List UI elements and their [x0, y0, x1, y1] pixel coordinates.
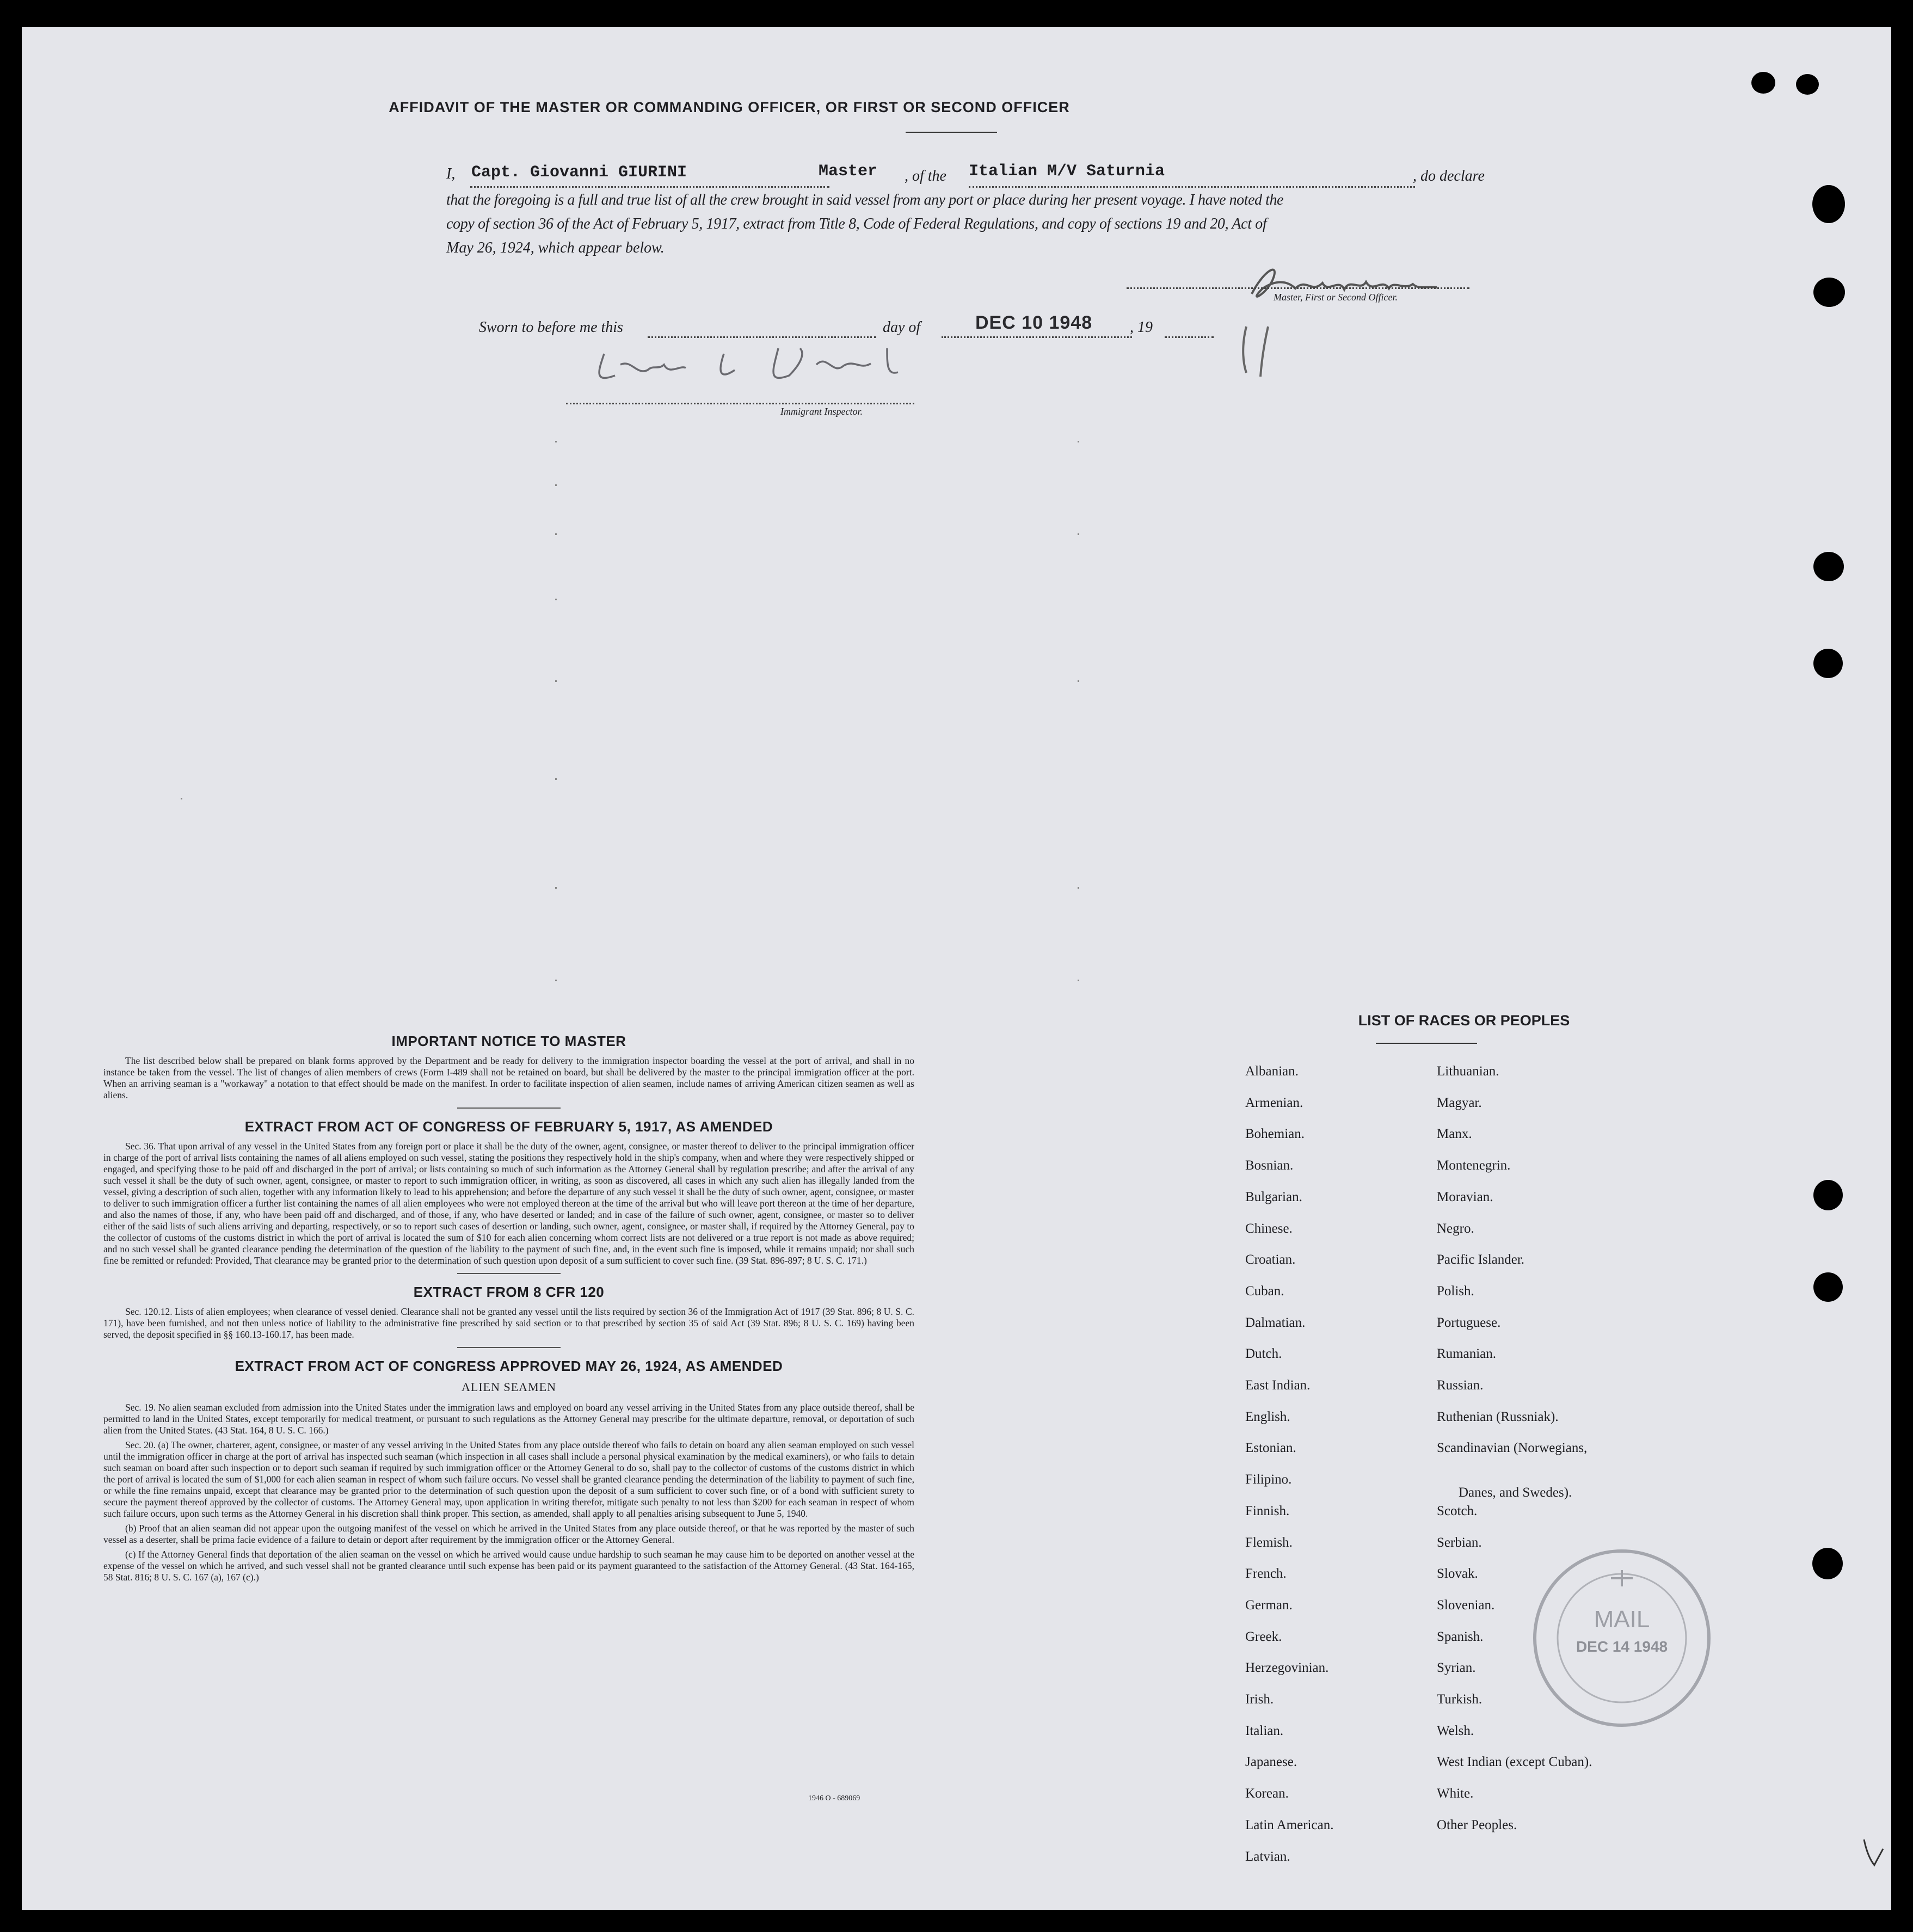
- day-of-label: day of: [883, 319, 921, 336]
- inspector-signature: [582, 332, 920, 397]
- race-item: Croatian.: [1245, 1252, 1296, 1267]
- race-item: Slovenian.: [1437, 1598, 1495, 1613]
- punch-hole: [1813, 649, 1843, 678]
- race-item: Korean.: [1245, 1786, 1289, 1801]
- year-label: , 19: [1130, 319, 1153, 336]
- race-item: Filipino.: [1245, 1472, 1292, 1487]
- sworn-month-line: [942, 336, 1132, 338]
- race-item: Italian.: [1245, 1724, 1284, 1738]
- race-item: East Indian.: [1245, 1378, 1311, 1393]
- race-item: Moravian.: [1437, 1190, 1493, 1204]
- master-rank: Master: [819, 162, 878, 181]
- race-item: Chinese.: [1245, 1221, 1293, 1236]
- vessel-fill-line: [969, 186, 1415, 188]
- races-title-divider: [1376, 1043, 1477, 1044]
- extract-1917-text: Sec. 36. That upon arrival of any vessel in the United States from any foreign port or place it shall be the duty of the owner, agent, consignee, or master thereof to deliver to the principal immigration officer in charge of the port of arrival lists containing the names of all aliens employed on such vessel, stating the positions they respectively hold in the ship's company, when and where they were respectively shipped or engaged, and specifying those to be paid off and discharged in the port of arrival; or lists containing so much of such information as the Attorney General shall by regulation prescribe; and after the arrival of any such vessel it shall be the duty of such owner, agent, consignee, or master to report to such immigration officer, in writing, as soon as discovered, all cases in which any such alien has illegally landed from the vessel, giving a description of such alien, together with any information likely to lead to his apprehension; and before the departure of any such vessel it shall be the duty of such owner, agent, consignee, or master to deliver to such immigration officer a further list containing the names of all alien employees who were not employed thereon at the time of the arrival but who will leave port thereon at the time of her departure, and also the names of those, if any, who have been paid off and discharged, and of those, if any, who have deserted or landed; and in case of the failure of such owner, agent, consignee, or master so to deliver either of the said lists of such aliens arriving and departing, respectively, or so to report such cases of desertion or landing, such owner, agent, consignee, or master shall, if required by the Attorney General, pay to the collector of customs of the customs district in which the port of arrival is located the sum of $10 for each alien concerning whom correct lists are not delivered or a true report is not made as above required; and no such vessel shall be granted clearance pending the determination of the question of the liability to the payment of such fine, and, in the event such fine is imposed, while it remains unpaid; nor shall such fine be remitted or refunded: Provided, That clearance may be granted prior to the determination of such question upon deposit of a sum sufficient to cover such fine. (39 Stat. 896-897; 8 U. S. C. 171.): [103, 1141, 914, 1266]
- sec-20a-text: Sec. 20. (a) The owner, charterer, agent, consignee, or master of any vessel arriving in the United States from any place outside thereof who fails to detain on board any alien seaman employed on such vessel until the immigration officer in charge at the port of arrival has inspected such seaman (which inspection in all cases shall include a personal physical examination by the medical examiners), or who fails to detain such seaman on board after such inspection or to deport such seaman if required by such immigration officer or the Attorney General to do so, shall pay to the collector of customs of the customs district in which the port of arrival is located the sum of $1,000 for each alien seaman in respect of whom such failure occurs. No vessel shall be granted clearance pending the determination of the liability to payment of such fine, or while the fine remains unpaid, except that clearance may be granted prior to the determination of such question upon the deposit of a sum sufficient to cover such fine, or of a bond with sufficient surety to secure the payment thereof approved by the collector of customs. The Attorney General may, upon application in writing therefor, mitigate such penalty to not less than $200 for each seaman in respect of whom such failure occurs, upon such terms as the Attorney General in his discretion shall think proper. This section, as amended, shall apply to all penalties arising subsequent to June 5, 1940.: [103, 1439, 914, 1519]
- legal-text-column: [103, 1023, 914, 1586]
- postmark-date: DEC 14 1948: [1576, 1638, 1668, 1655]
- race-item: West Indian (except Cuban).: [1437, 1755, 1592, 1769]
- race-item: Bulgarian.: [1245, 1190, 1302, 1204]
- race-item: Cuban.: [1245, 1284, 1284, 1299]
- officer-caption: Master, First or Second Officer.: [1274, 292, 1398, 303]
- race-item: Latin American.: [1245, 1818, 1334, 1832]
- master-signature: [1230, 256, 1459, 381]
- mail-postmark-stamp: [1529, 1546, 1714, 1731]
- race-item: English.: [1245, 1410, 1290, 1424]
- race-item: Dutch.: [1245, 1346, 1282, 1361]
- declaration-line-1: that the foregoing is a full and true list of all the crew brought in said vessel from any port or place during her present voyage. I have noted the: [446, 192, 1283, 208]
- punch-hole: [1813, 552, 1844, 581]
- inspector-caption: Immigrant Inspector.: [780, 406, 863, 417]
- race-item: Danes, and Swedes).: [1459, 1485, 1572, 1500]
- punch-hole: [1813, 1272, 1843, 1302]
- punch-hole: [1796, 74, 1819, 95]
- race-item: Pacific Islander.: [1437, 1252, 1525, 1267]
- punch-hole: [1751, 72, 1775, 94]
- race-item: Spanish.: [1437, 1629, 1484, 1644]
- title-divider: [906, 132, 997, 133]
- inspector-signature-line: [566, 403, 914, 404]
- punch-hole: [1813, 1180, 1843, 1210]
- races-title: LIST OF RACES OR PEOPLES: [1358, 1012, 1570, 1029]
- postmark-word: MAIL: [1594, 1606, 1650, 1633]
- master-name: Capt. Giovanni GIURINI: [471, 163, 687, 182]
- race-item: Finnish.: [1245, 1504, 1290, 1518]
- extract-cfr-text: Sec. 120.12. Lists of alien employees; when clearance of vessel denied. Clearance shall not be granted any vessel until the lists required by section 36 of the Immigration Act of 1917 (39 Stat. 896; 8 U. S. C. 171), have been furnished, and not then unless notice of liability to the administrative fine prescribed by said section or to that prescribed by section 35 of said Act (39 Stat. 896; 8 U. S. C. 169) having been served, the deposit specified in §§ 160.13-160.17, has been made.: [103, 1306, 914, 1340]
- i-label: I,: [446, 165, 456, 182]
- section-divider: [457, 1107, 561, 1109]
- extract-1924-title: EXTRACT FROM ACT OF CONGRESS APPROVED MAY 26, 1924, AS AMENDED: [235, 1358, 783, 1374]
- race-item: Albanian.: [1245, 1064, 1299, 1079]
- section-divider: [457, 1347, 561, 1348]
- sec-20c-text: (c) If the Attorney General finds that deportation of the alien seaman on the vessel on which he arrived would cause undue hardship to such seaman he may cause him to be deported on another vessel at the expense of the vessel on which he arrived, and such vessel shall not be granted clearance until such expense has been paid or its payment guaranteed to the satisfaction of the Attorney General. (43 Stat. 164-165, 58 Stat. 816; 8 U. S. C. 167 (a), 167 (c).): [103, 1549, 914, 1583]
- race-item: Montenegrin.: [1437, 1158, 1511, 1173]
- race-item: Rumanian.: [1437, 1346, 1497, 1361]
- race-item: Turkish.: [1437, 1692, 1483, 1707]
- race-item: Syrian.: [1437, 1660, 1476, 1675]
- race-item: Portuguese.: [1437, 1315, 1501, 1330]
- printer-code: 1946 O - 689069: [808, 1794, 860, 1802]
- race-item: French.: [1245, 1566, 1287, 1581]
- race-item: Slovak.: [1437, 1566, 1478, 1581]
- sworn-year-line: [1165, 336, 1214, 338]
- race-item: Bohemian.: [1245, 1127, 1305, 1141]
- race-item: Armenian.: [1245, 1096, 1303, 1110]
- race-item: Scotch.: [1437, 1504, 1478, 1518]
- notice-title: IMPORTANT NOTICE TO MASTER: [391, 1033, 626, 1049]
- race-item: German.: [1245, 1598, 1293, 1613]
- notice-text: The list described below shall be prepared on blank forms approved by the Department and be ready for delivery to the immigration inspector boarding the vessel at the port of arrival, and shall in no instance be taken from the vessel. The list of changes of alien members of crews (Form I-489 shall not be retained on board, but shall be delivered by the master to the principal immigration officer at the port. When an arriving seaman is a "workaway" a notation to that effect should be made on the manifest. In order to facilitate inspection of alien seamen, include names of arriving American citizen seamen as well as aliens.: [103, 1055, 914, 1100]
- punch-hole: [1812, 1548, 1843, 1579]
- race-item: Irish.: [1245, 1692, 1274, 1707]
- punch-hole: [1812, 185, 1845, 223]
- race-item: Dalmatian.: [1245, 1315, 1306, 1330]
- race-item: Welsh.: [1437, 1724, 1474, 1738]
- do-declare-label: , do declare: [1413, 168, 1485, 184]
- master-signature-line: [1127, 287, 1469, 289]
- race-item: Estonian.: [1245, 1441, 1296, 1455]
- affidavit-title: AFFIDAVIT OF THE MASTER OR COMMANDING OFFICER, OR FIRST OR SECOND OFFICER: [389, 99, 1070, 115]
- sec-19-text: Sec. 19. No alien seaman excluded from admission into the United States under the immigration laws and employed on board any vessel arriving in the United States from any place outside thereof, shall be permitted to land in the United States, except temporarily for medical treatment, or pursuant to such regulations as the Attorney General may prescribe for the ultimate departure, removal, or deportation of such alien from the United States. (43 Stat. 164, 8 U. S. C. 166.): [103, 1402, 914, 1436]
- declaration-line-3: May 26, 1924, which appear below.: [446, 239, 665, 256]
- race-item: Lithuanian.: [1437, 1064, 1499, 1079]
- sworn-label: Sworn to before me this: [479, 319, 623, 336]
- race-item: Negro.: [1437, 1221, 1474, 1236]
- race-item: Other Peoples.: [1437, 1818, 1517, 1832]
- extract-1917-title: EXTRACT FROM ACT OF CONGRESS OF FEBRUARY 5, 1917, AS AMENDED: [244, 1118, 773, 1135]
- sworn-date-stamp: DEC 10 1948: [975, 312, 1093, 333]
- race-item: White.: [1437, 1786, 1474, 1801]
- race-item: Flemish.: [1245, 1535, 1293, 1550]
- extract-cfr-title: EXTRACT FROM 8 CFR 120: [413, 1284, 605, 1300]
- alien-seamen-subtitle: ALIEN SEAMEN: [462, 1380, 556, 1394]
- corner-pencil-mark: [1861, 1837, 1889, 1869]
- document-sheet: [22, 27, 1891, 1910]
- declaration-line-2: copy of section 36 of the Act of February 5, 1917, extract from Title 8, Code of Federal Regulations, and copy of sections 19 and 20, Act of: [446, 216, 1267, 232]
- vessel-name: Italian M/V Saturnia: [969, 162, 1165, 181]
- race-item: Polish.: [1437, 1284, 1474, 1299]
- race-item: Russian.: [1437, 1378, 1484, 1393]
- of-the-label: , of the: [905, 168, 946, 184]
- race-item: Japanese.: [1245, 1755, 1297, 1769]
- race-item: Manx.: [1437, 1127, 1472, 1141]
- section-divider: [457, 1273, 561, 1274]
- race-item: Latvian.: [1245, 1849, 1290, 1864]
- race-item: Scandinavian (Norwegians,: [1437, 1441, 1588, 1455]
- race-item: Ruthenian (Russniak).: [1437, 1410, 1559, 1424]
- race-item: Greek.: [1245, 1629, 1282, 1644]
- name-fill-line: [470, 186, 829, 188]
- sec-20b-text: (b) Proof that an alien seaman did not appear upon the outgoing manifest of the vessel on which he arrived in the United States from any place outside thereof, or that he was reported by the master of such vessel as a deserter, shall be prima facie evidence of a failure to detain or deport after requirement by the immigration officer or the Attorney General.: [103, 1523, 914, 1545]
- punch-hole: [1813, 278, 1845, 307]
- race-item: Herzegovinian.: [1245, 1660, 1329, 1675]
- race-item: Bosnian.: [1245, 1158, 1294, 1173]
- race-item: Magyar.: [1437, 1096, 1482, 1110]
- race-item: Serbian.: [1437, 1535, 1482, 1550]
